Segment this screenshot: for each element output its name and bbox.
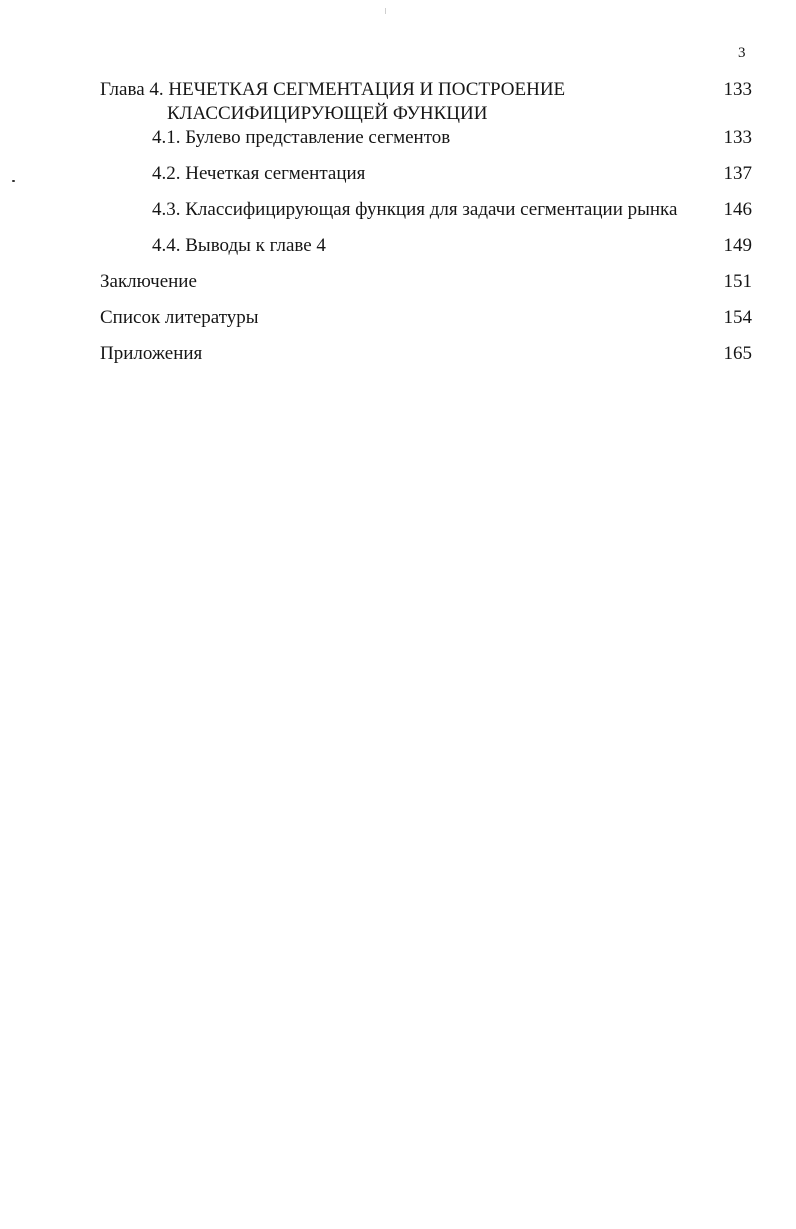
page-number: 3 [738, 45, 746, 61]
toc-section-4-4[interactable] [0, 234, 796, 258]
toc-chapter-4-title-line1: Глава 4. НЕЧЕТКАЯ СЕГМЕНТАЦИЯ И ПОСТРОЕНИЕ [100, 79, 566, 100]
toc-section-4-1[interactable] [0, 126, 796, 150]
toc-entry-title: Приложения [100, 343, 203, 364]
toc-section-page: 133 [723, 127, 752, 148]
toc-chapter-4-title-line2: КЛАССИФИЦИРУЮЩЕЙ ФУНКЦИИ [167, 103, 488, 124]
toc-chapter-4-title [100, 78, 565, 126]
toc-section-page: 137 [723, 163, 752, 184]
toc-section-title: 4.3. Классифицирующая функция для задачи сегментации рынка [152, 199, 678, 220]
scan-mark-top [385, 8, 386, 14]
toc-entry-title: Список литературы [100, 307, 259, 328]
toc-section-title: 4.4. Выводы к главе 4 [152, 235, 326, 256]
toc-section-page: 146 [723, 199, 752, 220]
toc-entry-page: 151 [723, 271, 752, 292]
toc-entry-page: 154 [723, 307, 752, 328]
toc-chapter-4[interactable] [0, 78, 796, 126]
toc-section-page: 149 [723, 235, 752, 256]
toc-entry-page: 165 [723, 343, 752, 364]
toc-section-title: 4.1. Булево представление сегментов [152, 127, 451, 148]
toc-conclusion[interactable] [0, 270, 796, 294]
toc-section-4-3[interactable] [0, 198, 796, 222]
toc-section-title: 4.2. Нечеткая сегментация [152, 163, 366, 184]
toc-chapter-4-page: 133 [723, 79, 752, 100]
toc-section-4-2[interactable] [0, 162, 796, 186]
toc-appendices[interactable] [0, 342, 796, 366]
toc-references[interactable] [0, 306, 796, 330]
toc-entry-title: Заключение [100, 271, 197, 292]
